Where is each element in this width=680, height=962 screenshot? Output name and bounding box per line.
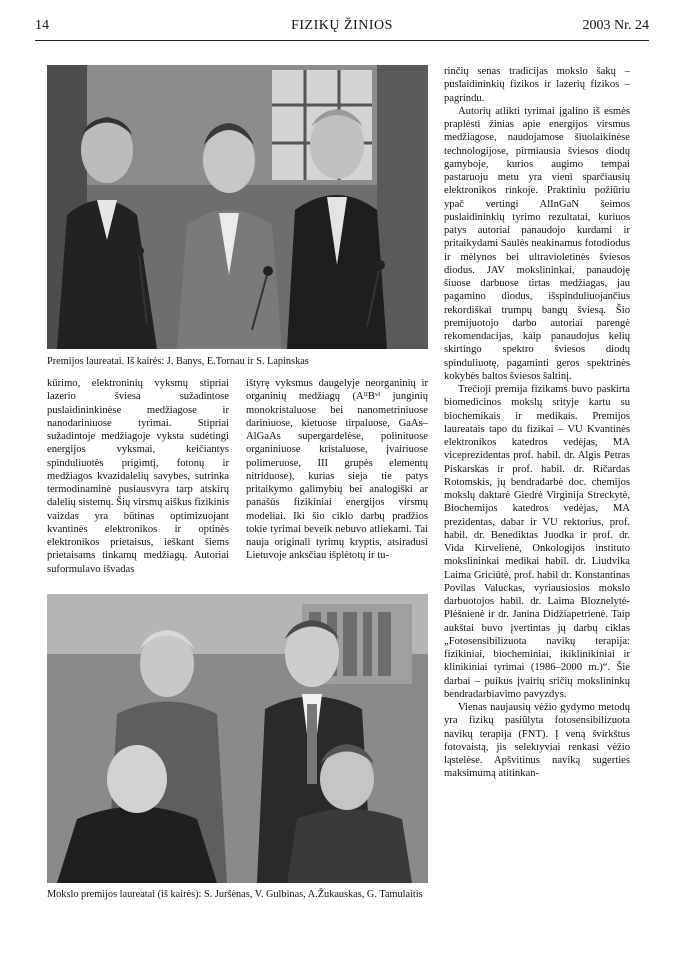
header-rule — [35, 40, 649, 41]
laureates-photo-top — [47, 65, 428, 349]
paragraph: Trečioji premija fizikams buvo paskirta biomedicinos mokslų srityje kartu su biochemikais ir medikais. Premijos laureatais tapo du fizikai – VU Kvantinės elektronikos katedros vedėjas, MA viceprezidentas prof. habil. dr. Algis Petras Piskarskas ir prof. habil. dr. Ričardas Rotomskis, jų bendradarbė doc. chemijos mokslų daktarė Giedrė Virginija Streckytė, Biochemijos katedros vedėjas, MA prezidentas, dabar ir VU rektorius, prof. habil. dr. Benediktas Juodka ir prof. dr. Vida Kirvelienė, Onkologijos instituto mokslininkai medikai habil. dr. Liudvika Laima Griciūtė, prof. habil dr. Konstantinas Povilas Valuckas, vyriausiosios mokslo darbuotojos habil. dr. Laima Bloznelytė-Plėšnienė ir dr. Janina Didžiapetrienė. Taip aukštai buvo įvertintas jų darbų ciklas „Fotosensibilizuota navikų terapija: fizikiniai, biocheminiai, ikiklinikiniai ir klinikiniai tyrimai (1986–2000 m.)“. Šie darbai – puikus įvairių sričių mokslininkų bendradarbiavimo pavyzdys. — [444, 384, 630, 700]
page-number: 14 — [35, 18, 49, 33]
issue-number: 2003 Nr. 24 — [582, 18, 649, 33]
paragraph: rinčių senas tradicijas mokslo šakų – puslaidininkių fizikos ir lazerių fizikos – pagrindu. — [444, 66, 630, 104]
magazine-title: FIZIKŲ ŽINIOS — [291, 18, 393, 33]
text-column-middle — [246, 377, 428, 589]
laureates-photo-bottom-image — [47, 594, 428, 883]
laureates-photo-top-image — [47, 65, 428, 349]
bottom-photo-caption: Mokslo premijos laureatai (iš kairės): S. Juršėnas, V. Gulbinas, A.Žukauskas, G. Tamulaitis — [47, 889, 423, 900]
top-photo-caption: Premijos laureatai. Iš kairės: J. Banys, E.Tornau ir S. Lapinskas — [47, 356, 309, 367]
text-column-left — [47, 377, 229, 589]
paragraph: Autorių atlikti tyrimai įgalino iš esmės praplėsti žinias apie energijos virsmus medžiagose, naudojamose šiuolaikinėse technologijose, pirmiausia šviesos diodų gamyboje, kurios augimo tempai pastaruoju metu yra vieni sparčiausių elektronikos rinkoje. Praktiniu požiūriu ypač vertingi AlInGaN šeimos puslaidininkių tyrimo rezultatai, kuriuos patys autoriai panaudojo kurdami ir pritaikydami Saulės neakinamus fotodiodus ir mėlynos bei ultravioletinės šviesos diodus. JAV mokslininkai, panaudoję šiuose darbuose tirtas medžiagas, jau pagamino diodus, išspinduliuojančius rekordiškai trumpų bangų šviesą. Šio premijuotojo darbo autoriai parengė rekomendacijas, kaip panaudojus kelių skirtingo spektro šviesos diodų spinduliuotę, pagaminti geros spektrinės kokybės baltos šviesos šaltinį. — [444, 105, 630, 382]
paragraph: Vienas naujausių vėžio gydymo metodų yra fizikų pasiūlyta fotosensibilizuota navikų terapija (FNT). Į veną švirkštus fotovaistą, jis selektyviai renkasi vėžio ląstelėse. Apšvitinus naviką sugerties maksimumą atitinkan- — [444, 702, 630, 780]
page-header — [35, 18, 649, 34]
text-column-right — [444, 65, 630, 935]
paragraph: kūrimo, elektroninių vyksmų stipriai lazerio šviesa sužadintose puslaidininkinėse medžiagose ir nanodariniuose tyrimai. Stipriai sužadintoje medžiagoje vyksta sudėtingi energijos vyksmai, keičiantys spinduliuotės prigimtį, fotonų ir medžiagos kvazidalelių savybes, sutrinka termodinaminė pusiausvyra tarp atskirų dalelių sistemų. Šių virsmų aiškus fizikinis vaizdas yra būtinas optimizuojant kvantinės elektronikos ir optinės elektronikos prietaisus, ieškant šiems prietaisams tinkamų medžiagų. Autoriai suformulavo išvadas — [47, 378, 229, 575]
paragraph: ištyrę vyksmus daugelyje neorganinių ir organinių medžiagų (AᴵᴵBᵛᴵ junginių monokristaluose bei nanometriniuose dariniuose, kietuose tirpaluose, GaAs–AlGaAs supergardelėse, polinituose organiniuose kristaluose, įvairiuose polimeruose, III grupės elementų nitriduose), kurias sieja tie patys pritaikymo galimybių bei analogiški ar panašūs fizikiniai energijos virsmų modeliai. Iki šio ciklo darbų pradžios tokie tyrimai beveik nebuvo atliekami. Tai nauja originali tyrimų kryptis, atsiradusi Lietuvoje anksčiau išplėtotų ir tu- — [246, 378, 428, 562]
laureates-photo-bottom — [47, 594, 428, 883]
